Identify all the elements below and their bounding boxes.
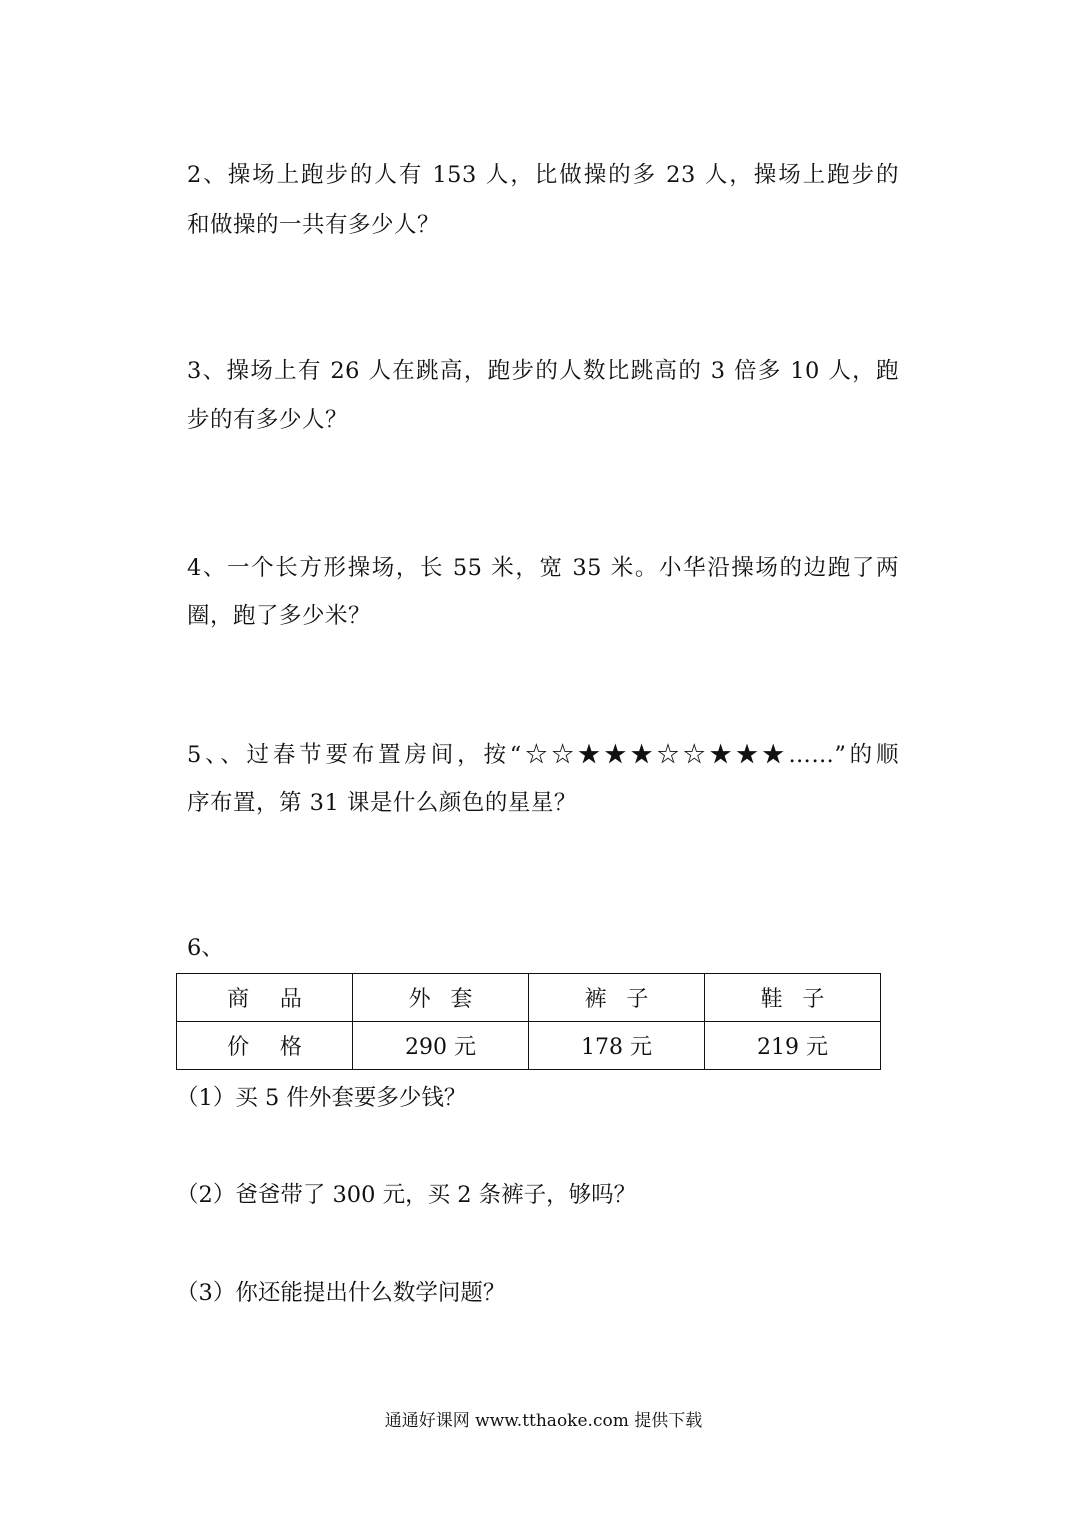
table-row bbox=[177, 1022, 881, 1070]
table-cell bbox=[177, 1022, 353, 1070]
table-header-row bbox=[177, 974, 881, 1022]
header-cell-goods: 商品 bbox=[227, 987, 333, 1012]
header-cell-coat: 外套 bbox=[408, 987, 493, 1012]
question-6-sub-1: （1）买 5 件外套要多少钱？ bbox=[176, 1085, 467, 1111]
question-5-line-1: 5、、过春节要布置房间，按“☆☆★★★☆☆★★★……”的顺 bbox=[187, 742, 899, 768]
table-cell bbox=[529, 1022, 705, 1070]
row-cell-coat-price: 290 元 bbox=[405, 1035, 476, 1060]
question-3-line-2: 步的有多少人？ bbox=[187, 407, 349, 433]
question-6-sub-2: （2）爸爸带了 300 元，买 2 条裤子，够吗？ bbox=[176, 1182, 637, 1208]
question-3-line-1: 3、操场上有 26 人在跳高，跑步的人数比跳高的 3 倍多 10 人，跑 bbox=[187, 358, 899, 384]
question-6-label: 6、 bbox=[187, 935, 224, 961]
header-cell-shoes: 鞋子 bbox=[760, 987, 845, 1012]
question-4-line-1: 4、一个长方形操场，长 55 米，宽 35 米。小华沿操场的边跑了两 bbox=[187, 555, 899, 581]
question-5-line-2: 序布置，第 31 课是什么颜色的星星？ bbox=[187, 790, 577, 816]
table-cell bbox=[529, 974, 705, 1022]
table-cell bbox=[705, 1022, 881, 1070]
table-cell bbox=[177, 974, 353, 1022]
table-cell bbox=[353, 974, 529, 1022]
row-cell-shoes-price: 219 元 bbox=[757, 1035, 828, 1060]
row-cell-pants-price: 178 元 bbox=[581, 1035, 652, 1060]
question-4-line-2: 圈，跑了多少米？ bbox=[187, 603, 372, 629]
table-cell bbox=[353, 1022, 529, 1070]
table-cell bbox=[705, 974, 881, 1022]
footer-credit: 通通好课网 www.tthaoke.com 提供下载 bbox=[384, 1411, 703, 1431]
question-6-sub-3: （3）你还能提出什么数学问题？ bbox=[176, 1280, 506, 1306]
question-2-line-1: 2、操场上跑步的人有 153 人，比做操的多 23 人，操场上跑步的 bbox=[187, 162, 899, 188]
header-cell-pants: 裤子 bbox=[584, 987, 669, 1012]
row-cell-price-label: 价格 bbox=[227, 1035, 333, 1060]
question-2-line-2: 和做操的一共有多少人？ bbox=[187, 212, 441, 238]
price-table bbox=[176, 973, 881, 1070]
